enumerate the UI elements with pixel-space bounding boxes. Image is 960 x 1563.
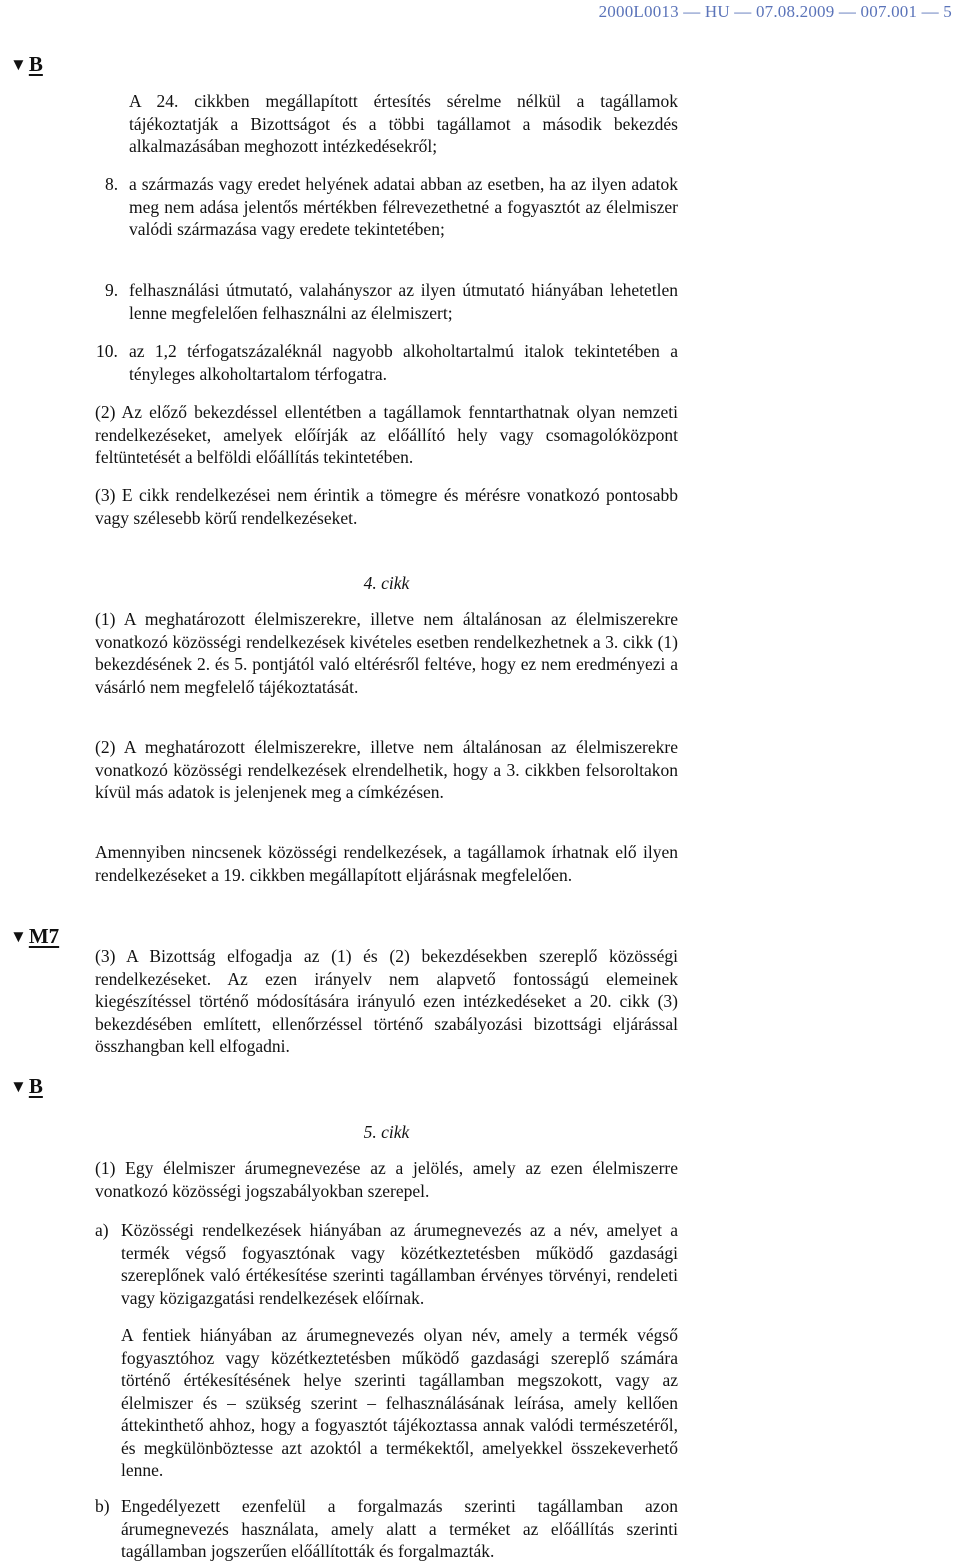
point-a-text-continued: A fentiek hiányában az árumegnevezés olyan név, amely a termék végső fogyasztóhoz vagy közétkeztetésben működő gazdasági szereplő számára történő értékesítésének helye szerinti tagállamban megszokott, vagy az élelmiszer és – szükség szerint – felhasználásának leírása, amely kellően áttekinthető ahhoz, hogy a fogyasztót tájékoztassa annak valódi természetéről, és megkülönböztesse azt azoktól a termékektől, amelyekkel összekeverhető lenne. bbox=[121, 1325, 678, 1480]
amendment-marker-m7[interactable]: ▼M7 bbox=[10, 924, 60, 948]
item-9-text: felhasználási útmutató, valahányszor az ilyen útmutató hiányában lehetetlen lenne megfelelően felhasználni az élelmiszert; bbox=[129, 280, 678, 323]
triangle-down-icon: ▼ bbox=[10, 55, 27, 74]
point-a-label: a) bbox=[95, 1220, 109, 1240]
article-4-paragraph-3: (3) A Bizottság elfogadja az (1) és (2) bekezdésekben szereplő közösségi rendelkezéseket. Az ezen irányelv nem alapvető fontosságú elemeinek kiegészítéssel történő módosítására irányuló ezen intézkedéseket a 20. cikk (3) bekezdésében említett, ellenőrzéssel történő szabályozási bizottsági eljárással összhangban kell elfogadni. bbox=[95, 946, 678, 1056]
article-5-paragraph-1: (1) Egy élelmiszer árumegnevezése az a jelölés, amely az ezen élelmiszerre vonatkozó közösségi jogszabályokban szerepel. bbox=[95, 1158, 678, 1201]
item-number-8: 8. bbox=[105, 174, 119, 194]
item-number-10: 10. bbox=[96, 341, 118, 361]
item-8-text: a származás vagy eredet helyének adatai abban az esetben, ha az ilyen adatok meg nem adása jelentős mértékben félrevezethetné a fogyasztót az élelmiszer valódi származása vagy eredete tekintetében; bbox=[129, 174, 678, 239]
amendment-marker-b[interactable]: ▼B bbox=[10, 52, 43, 76]
paragraph-3: (3) E cikk rendelkezései nem érintik a tömegre és mérésre vonatkozó pontosabb vagy szélesebb körű rendelkezéseket. bbox=[95, 485, 678, 528]
article-4-paragraph-2: (2) A meghatározott élelmiszerekre, illetve nem általánosan az élelmiszerekre vonatkozó közösségi rendelkezések elrendelhetik, hogy a 3. cikkben felsoroltakon kívül más adatok is jelenjenek meg a címkézésen. bbox=[95, 737, 678, 802]
page-header: 2000L0013 — HU — 07.08.2009 — 007.001 — 5 bbox=[598, 2, 952, 21]
point-a-text: Közösségi rendelkezések hiányában az árumegnevezés az a név, amelyet a termék végső fogyasztónak vagy közétkeztetésben működő gazdasági szereplőnek való értékesítése szerinti tagállamban érvényes törvényi, rendeleti vagy közigazgatási rendelkezések előírnak. bbox=[121, 1220, 678, 1308]
article-4-paragraph-2-continued: Amennyiben nincsenek közösségi rendelkezések, a tagállamok írhatnak elő ilyen rendelkezéseket a 19. cikkben megállapított eljárásnak megfelelően. bbox=[95, 842, 678, 885]
article-4-paragraph-1: (1) A meghatározott élelmiszerekre, illetve nem általánosan az élelmiszerekre vonatkozó közösségi rendelkezések kivételes esetben rendelkezhetnek a 3. cikk (1) bekezdésének 2. és 5. pontjától való eltérésről feltéve, hogy ez nem eredményezi a vásárló nem megfelelő tájékoztatását. bbox=[95, 609, 678, 697]
point-b-text: Engedélyezett ezenfelül a forgalmazás szerinti tagállamban azon árumegnevezés használata, amely alatt a terméket az előállítás szerinti tagállamban jogszerűen előállították és forgalmazták. bbox=[121, 1496, 678, 1561]
intro-paragraph: A 24. cikkben megállapított értesítés sérelme nélkül a tagállamok tájékoztatják a Bizottságot és a többi tagállamot a második bekezdés alkalmazásában meghozott intézkedésekről; bbox=[129, 91, 678, 156]
point-b-label: b) bbox=[95, 1496, 110, 1516]
amendment-marker-b-2[interactable]: ▼B bbox=[10, 1074, 43, 1098]
triangle-down-icon: ▼ bbox=[10, 927, 27, 946]
paragraph-2: (2) Az előző bekezdéssel ellentétben a tagállamok fenntarthatnak olyan nemzeti rendelkezéseket, amelyek előírják az előállító hely vagy csomagolóközpont feltüntetését a belföldi előállítás tekintetében. bbox=[95, 402, 678, 467]
item-10-text: az 1,2 térfogatszázaléknál nagyobb alkoholtartalmú italok tekintetében a tényleges alkoholtartalom térfogatra. bbox=[129, 341, 678, 384]
item-number-9: 9. bbox=[105, 280, 119, 300]
article-4-title: 4. cikk bbox=[363, 573, 410, 593]
article-5-title: 5. cikk bbox=[363, 1122, 410, 1142]
triangle-down-icon: ▼ bbox=[10, 1077, 27, 1096]
